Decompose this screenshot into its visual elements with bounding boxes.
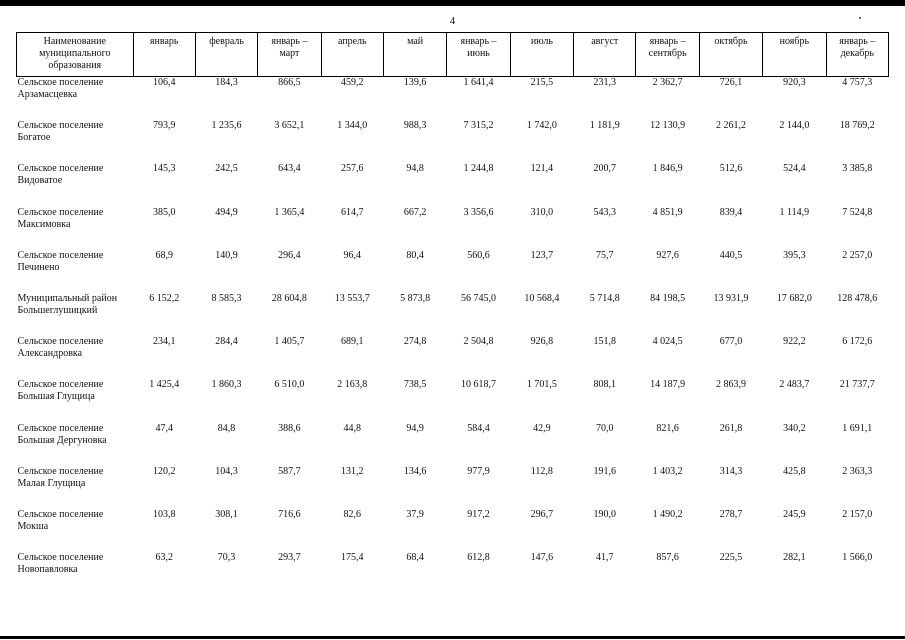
row-value-cell: 2 163,8 — [337, 379, 368, 391]
row-value-cell: 922,2 — [783, 336, 806, 348]
row-value-cell: 1 490,2 — [652, 508, 683, 520]
row-value-cell: 2 257,0 — [842, 249, 873, 261]
row-value-cell: 106,4 — [152, 77, 176, 88]
column-header-period: май — [383, 33, 446, 77]
row-value-cell: 4 757,3 — [842, 77, 873, 88]
row-value-cell: 314,3 — [719, 465, 743, 477]
row-value-cell: 1 701,5 — [526, 379, 557, 391]
row-value-cell: 3 652,1 — [274, 120, 305, 132]
row-value-cell: 225,5 — [719, 552, 743, 564]
row-value-cell: 75,7 — [595, 249, 614, 261]
row-value-cell: 120,2 — [152, 465, 176, 477]
row-value-cell: 738,5 — [403, 379, 427, 391]
row-value-cell: 1 846,9 — [652, 163, 683, 175]
row-value-cell: 10 568,4 — [524, 292, 560, 304]
row-value-cell: 123,7 — [530, 249, 554, 261]
row-value-cell: 793,9 — [152, 120, 176, 132]
row-value-cell: 47,4 — [155, 422, 173, 434]
row-value-cell: 190,0 — [593, 508, 616, 520]
row-value-cell: 68,9 — [155, 249, 173, 261]
row-value-cell: 839,4 — [719, 206, 743, 218]
row-value-cell: 866,5 — [278, 77, 301, 88]
row-value-cell: 134,6 — [403, 465, 427, 477]
row-value-cell: 5 714,8 — [589, 292, 620, 304]
row-value-cell: 296,7 — [530, 508, 554, 520]
row-municipality-name: Сельское поселение Александровка — [17, 336, 104, 360]
row-value-cell: 231,3 — [593, 77, 616, 88]
row-value-cell: 1 405,7 — [274, 336, 305, 348]
row-value-cell: 1 114,9 — [779, 206, 810, 218]
row-value-cell: 28 604,8 — [271, 292, 307, 304]
row-value-cell: 37,9 — [406, 508, 424, 520]
row-value-cell: 395,3 — [783, 249, 806, 261]
column-header-period: январь – март — [258, 33, 321, 77]
table-row — [17, 509, 889, 552]
row-value-cell: 200,7 — [593, 163, 616, 175]
row-value-cell: 42,9 — [533, 422, 551, 434]
table-row — [17, 120, 889, 163]
table-row — [17, 250, 889, 293]
row-value-cell: 13 931,9 — [713, 292, 749, 304]
row-value-cell: 191,6 — [593, 465, 616, 477]
row-value-cell: 12 130,9 — [650, 120, 686, 132]
row-value-cell: 560,6 — [467, 249, 490, 261]
row-value-cell: 388,6 — [278, 422, 301, 434]
row-value-cell: 1 860,3 — [211, 379, 242, 391]
row-municipality-name: Муниципальный район Большеглушицкий — [17, 292, 118, 316]
row-value-cell: 524,4 — [783, 163, 806, 175]
row-value-cell: 94,9 — [406, 422, 424, 434]
table-row — [17, 77, 889, 121]
row-municipality-name: Сельское поселение Большая Дергуновка — [17, 422, 107, 446]
row-value-cell: 643,4 — [278, 163, 301, 175]
row-value-cell: 68,4 — [406, 552, 424, 564]
row-value-cell: 84 198,5 — [650, 292, 686, 304]
row-value-cell: 70,0 — [595, 422, 614, 434]
table-header-row — [17, 33, 889, 77]
row-value-cell: 340,2 — [783, 422, 806, 434]
row-value-cell: 80,4 — [406, 249, 424, 261]
row-value-cell: 6 152,2 — [149, 292, 180, 304]
row-value-cell: 667,2 — [403, 206, 427, 218]
statistics-table — [16, 32, 889, 595]
row-value-cell: 104,3 — [215, 465, 238, 477]
row-value-cell: 215,5 — [530, 77, 554, 88]
row-value-cell: 70,3 — [217, 552, 236, 564]
row-value-cell: 17 682,0 — [776, 292, 812, 304]
row-value-cell: 184,3 — [215, 77, 238, 88]
row-value-cell: 245,9 — [783, 508, 806, 520]
row-value-cell: 234,1 — [152, 336, 176, 348]
row-value-cell: 63,2 — [155, 552, 173, 564]
row-value-cell: 988,3 — [403, 120, 427, 132]
row-value-cell: 147,6 — [530, 552, 554, 564]
column-header-period: октябрь — [699, 33, 762, 77]
row-value-cell: 2 157,0 — [842, 508, 873, 520]
row-value-cell: 151,8 — [593, 336, 616, 348]
row-value-cell: 121,4 — [530, 163, 554, 175]
row-value-cell: 459,2 — [341, 77, 364, 88]
row-value-cell: 103,8 — [152, 508, 176, 520]
table-row — [17, 207, 889, 250]
row-value-cell: 18 769,2 — [839, 120, 875, 132]
column-header-period: апрель — [321, 33, 383, 77]
row-value-cell: 584,4 — [467, 422, 490, 434]
row-value-cell: 7 524,8 — [842, 206, 873, 218]
table-row — [17, 423, 889, 466]
column-header-name: Наименование муниципального образования — [17, 33, 134, 77]
row-value-cell: 3 356,6 — [463, 206, 494, 218]
row-value-cell: 808,1 — [593, 379, 616, 391]
row-value-cell: 257,6 — [341, 163, 364, 175]
row-value-cell: 131,2 — [341, 465, 364, 477]
table-row — [17, 466, 889, 509]
row-value-cell: 587,7 — [278, 465, 301, 477]
row-value-cell: 677,0 — [719, 336, 743, 348]
row-value-cell: 917,2 — [467, 508, 490, 520]
row-municipality-name: Сельское поселение Печинено — [17, 249, 104, 273]
row-value-cell: 1 244,8 — [463, 163, 494, 175]
row-value-cell: 2 261,2 — [715, 120, 746, 132]
row-value-cell: 3 385,8 — [842, 163, 873, 175]
row-value-cell: 2 144,0 — [779, 120, 810, 132]
row-municipality-name: Сельское поселение Арзамасцевка — [17, 77, 104, 100]
row-value-cell: 425,8 — [783, 465, 806, 477]
row-value-cell: 6 172,6 — [842, 336, 873, 348]
row-value-cell: 278,7 — [719, 508, 743, 520]
row-value-cell: 261,8 — [719, 422, 743, 434]
row-value-cell: 96,4 — [343, 249, 362, 261]
row-value-cell: 112,8 — [530, 465, 553, 477]
row-value-cell: 140,9 — [215, 249, 238, 261]
column-header-period: январь — [133, 33, 195, 77]
row-municipality-name: Сельское поселение Мокша — [17, 508, 104, 532]
row-value-cell: 920,3 — [783, 77, 806, 88]
row-value-cell: 612,8 — [467, 552, 490, 564]
row-value-cell: 4 024,5 — [652, 336, 683, 348]
row-value-cell: 1 425,4 — [149, 379, 180, 391]
row-value-cell: 145,3 — [152, 163, 176, 175]
table-row — [17, 336, 889, 379]
row-municipality-name: Сельское поселение Большая Глущица — [17, 379, 104, 403]
row-value-cell: 310,0 — [530, 206, 554, 218]
row-value-cell: 82,6 — [343, 508, 362, 520]
row-value-cell: 926,8 — [530, 336, 554, 348]
row-value-cell: 1 566,0 — [842, 552, 873, 564]
row-municipality-name: Сельское поселение Малая Глущица — [17, 465, 104, 489]
row-value-cell: 821,6 — [656, 422, 679, 434]
row-value-cell: 2 363,3 — [842, 465, 873, 477]
scan-speck — [859, 17, 861, 19]
table-row — [17, 552, 889, 595]
row-value-cell: 1 403,2 — [652, 465, 683, 477]
row-value-cell: 1 365,4 — [274, 206, 305, 218]
row-value-cell: 84,8 — [217, 422, 236, 434]
row-value-cell: 614,7 — [341, 206, 364, 218]
row-value-cell: 857,6 — [656, 552, 679, 564]
row-value-cell: 282,1 — [783, 552, 806, 564]
row-value-cell: 716,6 — [278, 508, 301, 520]
row-value-cell: 4 851,9 — [652, 206, 683, 218]
row-value-cell: 44,8 — [343, 422, 362, 434]
row-municipality-name: Сельское поселение Новопавловка — [17, 552, 104, 576]
row-value-cell: 139,6 — [403, 77, 427, 88]
row-value-cell: 14 187,9 — [650, 379, 686, 391]
row-value-cell: 274,8 — [403, 336, 427, 348]
row-value-cell: 242,5 — [215, 163, 238, 175]
row-value-cell: 1 641,4 — [463, 77, 494, 88]
column-header-period: ноябрь — [763, 33, 826, 77]
row-value-cell: 175,4 — [341, 552, 364, 564]
row-value-cell: 726,1 — [719, 77, 743, 88]
row-value-cell: 1 235,6 — [211, 120, 242, 132]
page-number: 4 — [449, 15, 456, 27]
row-value-cell: 308,1 — [215, 508, 238, 520]
column-header-period: август — [574, 33, 636, 77]
row-value-cell: 296,4 — [278, 249, 301, 261]
row-value-cell: 13 553,7 — [334, 292, 370, 304]
row-value-cell: 5 873,8 — [400, 292, 431, 304]
row-value-cell: 977,9 — [467, 465, 490, 477]
row-value-cell: 8 585,3 — [211, 292, 242, 304]
row-municipality-name: Сельское поселение Максимовка — [17, 206, 104, 230]
row-value-cell: 21 737,7 — [839, 379, 875, 391]
row-value-cell: 1 691,1 — [842, 422, 873, 434]
row-value-cell: 2 483,7 — [779, 379, 810, 391]
row-value-cell: 10 618,7 — [461, 379, 496, 391]
row-value-cell: 927,6 — [656, 249, 679, 261]
row-value-cell: 1 181,9 — [589, 120, 620, 132]
row-value-cell: 7 315,2 — [463, 120, 494, 132]
table-row — [17, 163, 889, 206]
row-value-cell: 94,8 — [406, 163, 424, 175]
row-value-cell: 128 478,6 — [837, 292, 878, 304]
row-value-cell: 385,0 — [152, 206, 176, 218]
bottom-page-rule — [0, 636, 905, 639]
row-value-cell: 543,3 — [593, 206, 616, 218]
row-value-cell: 2 504,8 — [463, 336, 494, 348]
row-value-cell: 1 742,0 — [526, 120, 557, 132]
row-value-cell: 1 344,0 — [337, 120, 368, 132]
column-header-period: январь – декабрь — [826, 33, 888, 77]
row-value-cell: 512,6 — [719, 163, 743, 175]
row-value-cell: 689,1 — [341, 336, 364, 348]
row-value-cell: 293,7 — [278, 552, 301, 564]
column-header-period: январь – июнь — [447, 33, 510, 77]
row-value-cell: 284,4 — [215, 336, 238, 348]
row-value-cell: 440,5 — [719, 249, 743, 261]
column-header-period: июль — [510, 33, 573, 77]
row-municipality-name: Сельское поселение Видоватое — [17, 163, 104, 187]
table-row — [17, 379, 889, 422]
row-municipality-name: Сельское поселение Богатое — [17, 120, 104, 144]
row-value-cell: 6 510,0 — [274, 379, 305, 391]
table-row — [17, 293, 889, 336]
row-value-cell: 2 362,7 — [652, 77, 683, 88]
row-value-cell: 56 745,0 — [461, 292, 496, 304]
row-value-cell: 2 863,9 — [715, 379, 746, 391]
table-body — [17, 77, 889, 596]
top-page-rule — [0, 0, 905, 6]
row-value-cell: 494,9 — [215, 206, 238, 218]
row-value-cell: 41,7 — [595, 552, 614, 564]
column-header-period: февраль — [195, 33, 257, 77]
column-header-period: январь – сентябрь — [636, 33, 699, 77]
